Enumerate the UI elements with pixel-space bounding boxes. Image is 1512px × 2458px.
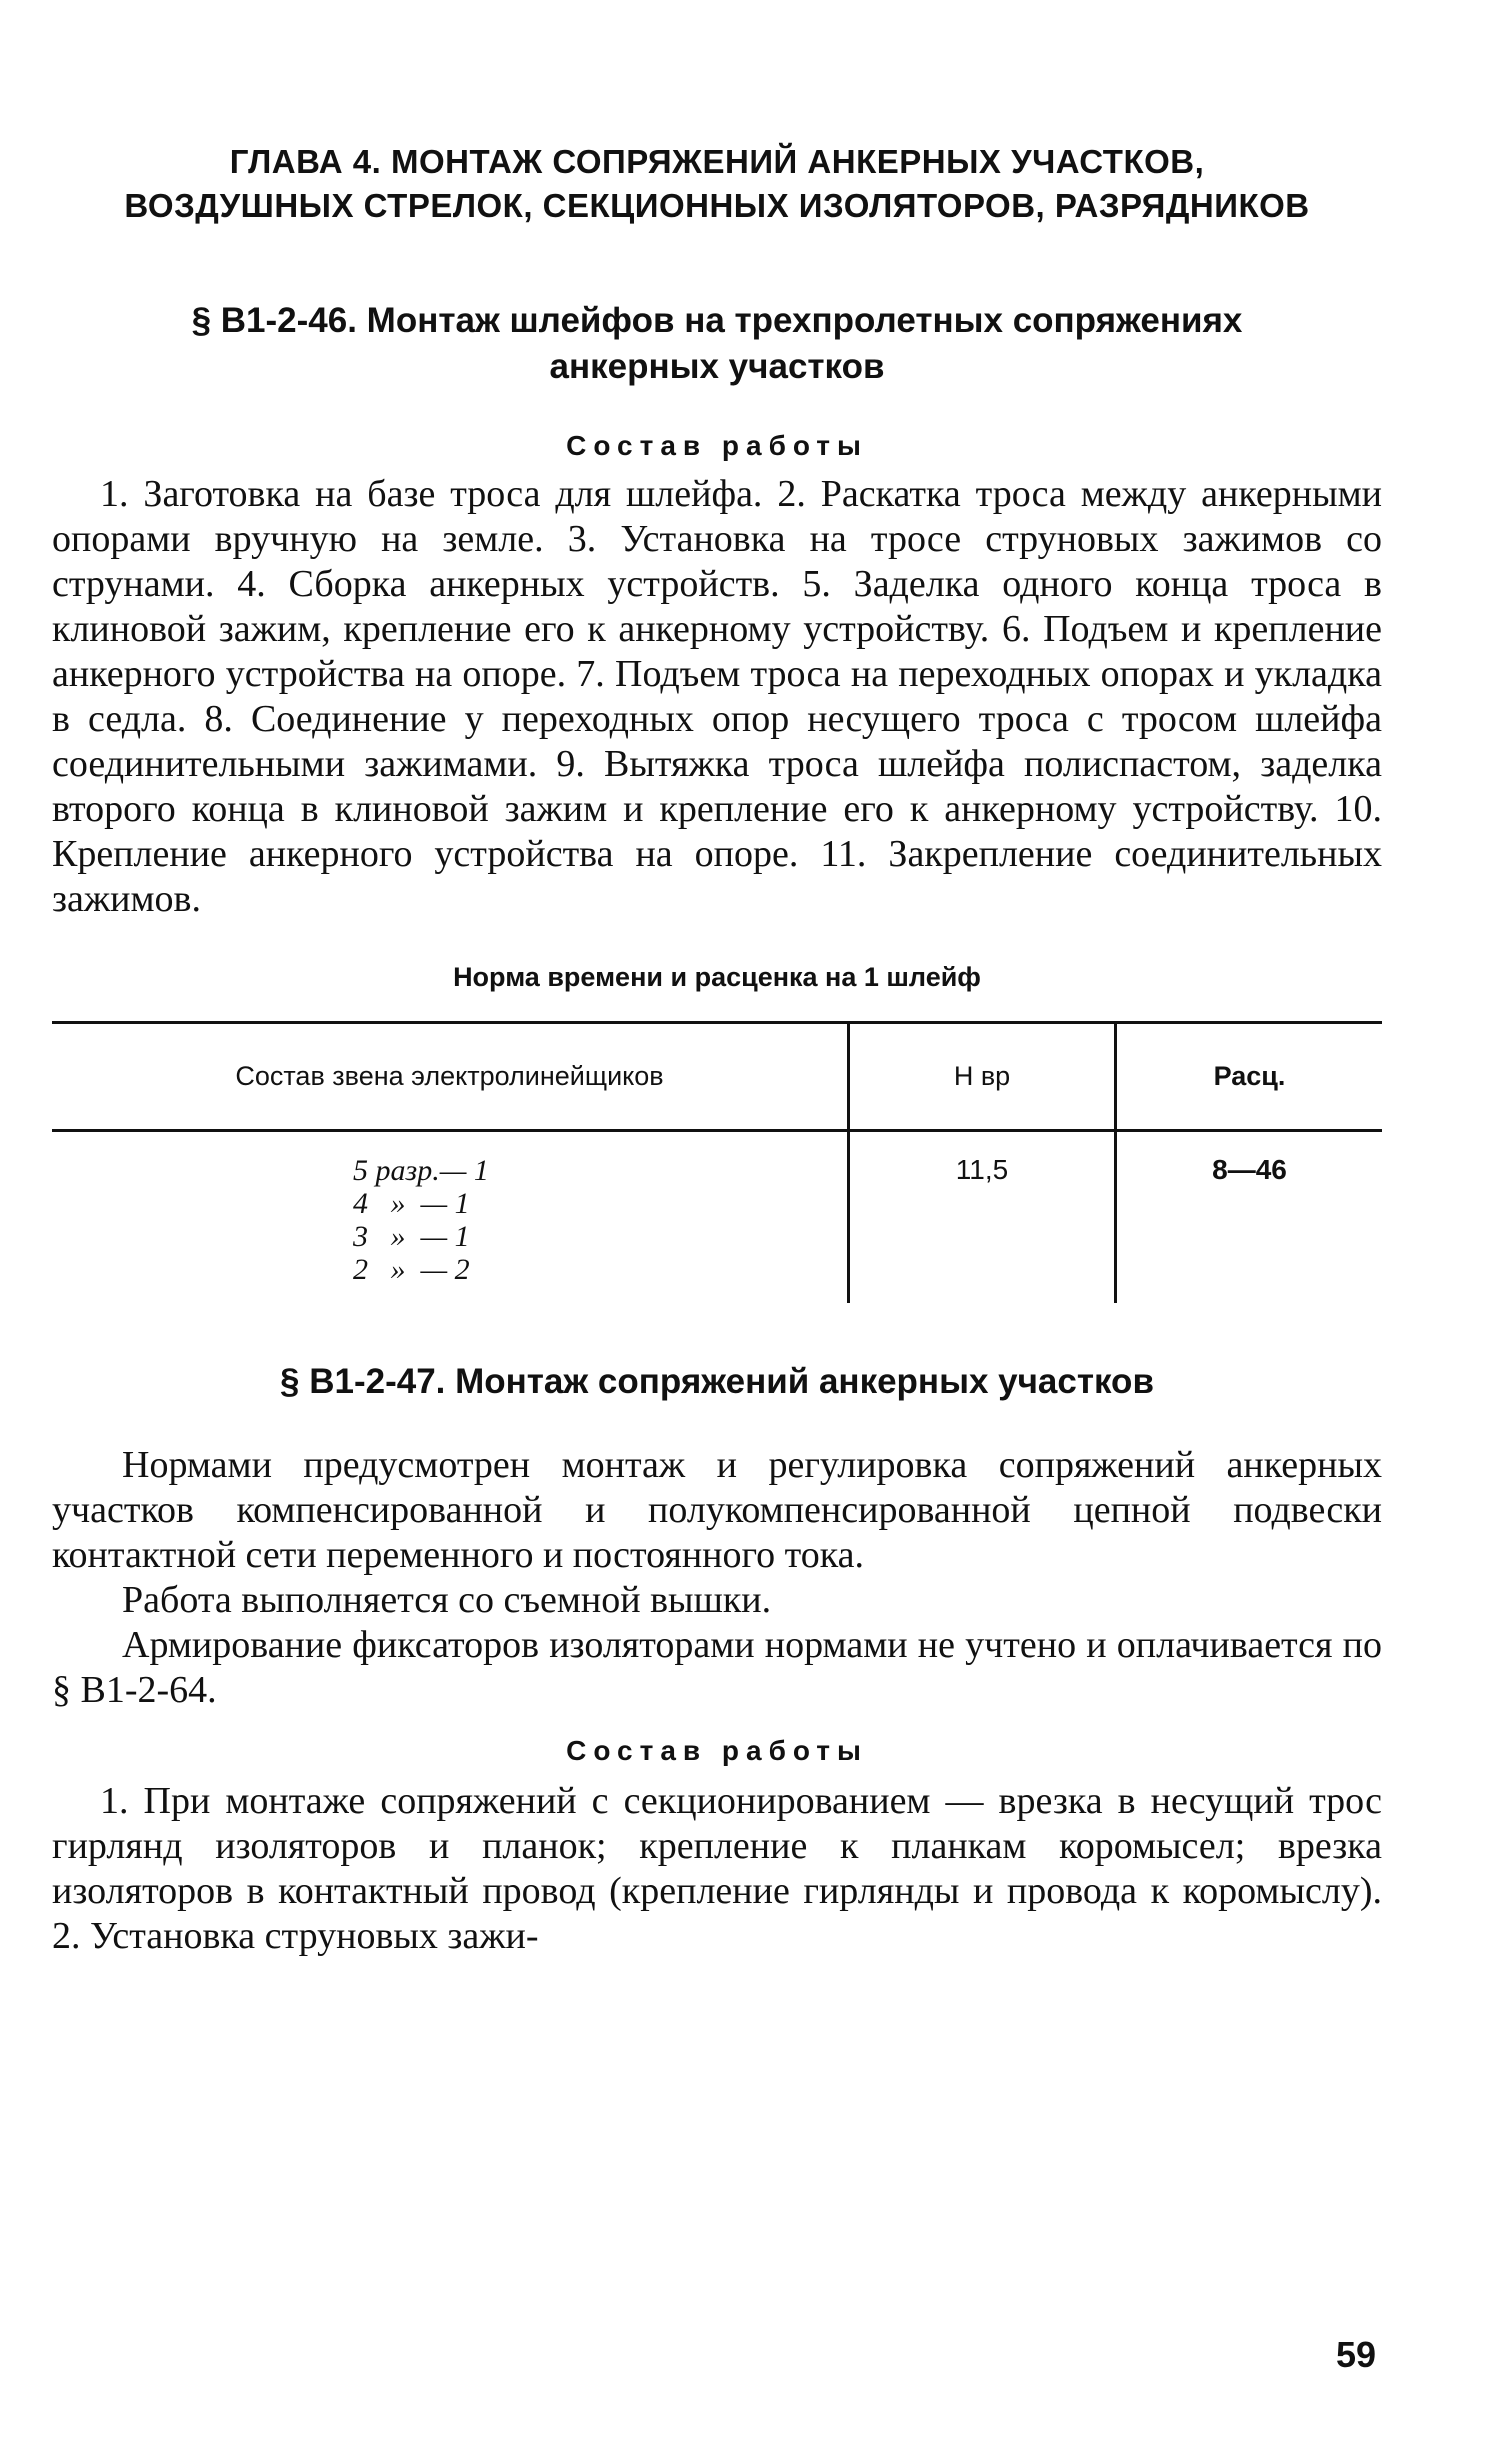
header-crew: Состав звена электролинейщиков (52, 1023, 849, 1131)
crew-cell (52, 1131, 849, 1304)
section47-para1: Нормами предусмотрен монтаж и регулировка сопряжений анкерных участков компенсированной и полукомпенсированной цепной подвески контактной сети переменного и постоянного тока. (52, 1444, 1382, 1576)
section46-title-line2: анкерных участков (549, 347, 885, 386)
norm-table-row (52, 1131, 1382, 1304)
crew-line: 4 » — 1 (353, 1187, 470, 1220)
section47-work-text: 1. При монтаже сопряжений с секционированием — врезка в несущий трос гирлянд изоляторов и планок; крепление к планкам коромысел; врезка изоляторов в контактный провод (крепление гирлянды и провода к коромыслу). 2. Установка струновых зажи- (52, 1780, 1382, 1957)
norm-table-header-row (52, 1023, 1382, 1131)
section46-work-heading: Состав работы (566, 430, 868, 461)
hvr-cell: 11,5 (849, 1131, 1116, 1304)
section47-para3: Армирование фиксаторов изоляторами нормами не учтено и оплачивается по § В1-2-64. (52, 1624, 1382, 1711)
header-hvr: Н вр (849, 1023, 1116, 1131)
chapter-title-line1: ГЛАВА 4. МОНТАЖ СОПРЯЖЕНИЙ АНКЕРНЫХ УЧАСТКОВ, (229, 143, 1205, 180)
norm-table (52, 1021, 1382, 1303)
norm-caption: Норма времени и расценка на 1 шлейф (453, 962, 981, 992)
section47-work-heading: Состав работы (566, 1735, 868, 1766)
section46-work-text: 1. Заготовка на базе троса для шлейфа. 2. Раскатка троса между анкерными опорами вручную на земле. 3. Установка на тросе струновых зажимов со струнами. 4. Сборка анкерных устройств. 5. Заделка одного конца троса в клиновой зажим, крепление его к анкерному устройству. 6. Подъем и крепление анкерного устройства на опоре. 7. Подъем троса на переходных опорах и укладка в седла. 8. Соединение у переходных опор несущего троса с тросом шлейфа соединительными зажимами. 9. Вытяжка троса шлейфа полиспастом, заделка второго конца в клиновой зажим и крепление его к анкерному устройству. 10. Крепление анкерного устройства на опоре. 11. Закрепление соединительных зажимов. (52, 473, 1382, 920)
crew-line: 3 » — 1 (353, 1220, 470, 1253)
chapter-title-line2: ВОЗДУШНЫХ СТРЕЛОК, СЕКЦИОННЫХ ИЗОЛЯТОРОВ, РАЗРЯДНИКОВ (124, 187, 1310, 224)
rate-cell: 8—46 (1212, 1154, 1287, 1185)
crew-line: 5 разр.— 1 (353, 1154, 489, 1187)
section47-title: § В1-2-47. Монтаж сопряжений анкерных участков (280, 1362, 1154, 1401)
page-number: 59 (1336, 2334, 1377, 2375)
section46-title-line1: § В1-2-46. Монтаж шлейфов на трехпролетных сопряжениях (191, 301, 1243, 340)
crew-line: 2 » — 2 (353, 1253, 470, 1286)
crew-list (353, 1154, 553, 1286)
header-rate: Расц. (1116, 1023, 1383, 1131)
page (52, 140, 1382, 1959)
section47-para2: Работа выполняется со съемной вышки. (122, 1579, 772, 1621)
